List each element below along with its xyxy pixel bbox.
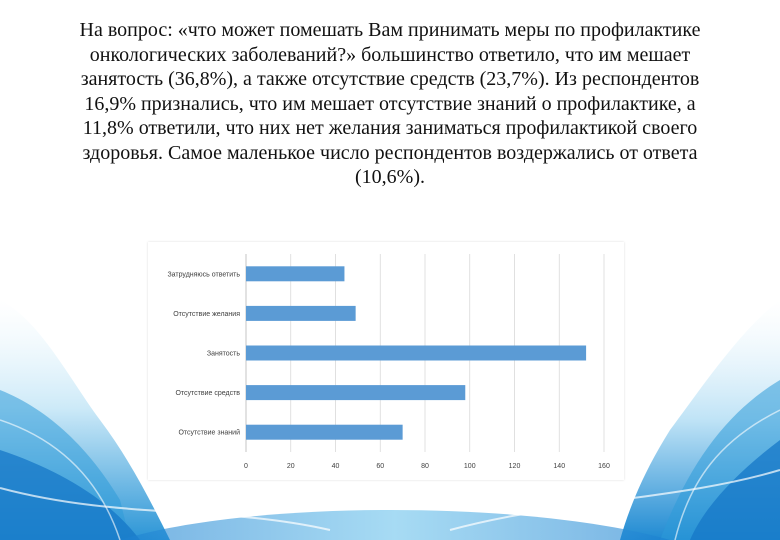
category-label: Отсутствие знаний [178, 429, 240, 437]
x-tick-label: 40 [331, 463, 340, 470]
x-tick-label: 60 [376, 463, 385, 470]
slide-body-text: На вопрос: «что может помешать Вам принимать меры по профилактике онкологических заболеваний?» большинство ответило, что им мешает занятость (36,8%), а также отсутствие средств (23,7%). Из респондентов 16,9% признались, что им мешает отсутствие знаний о профилактике, а 11,8% ответили, что них нет желания заниматься профилактикой своего здоровья. Самое маленькое число респондентов воздержались от ответа (10,6%). [79, 19, 701, 188]
x-tick-label: 100 [463, 463, 476, 470]
category-label: Отсутствие желания [173, 310, 240, 318]
x-tick-label: 20 [286, 463, 295, 470]
bar [246, 266, 344, 281]
bar-chart-container [148, 242, 624, 480]
bar [246, 425, 403, 440]
x-tick-label: 120 [508, 463, 521, 470]
bar-chart [148, 242, 624, 480]
category-label: Отсутствие средств [175, 390, 240, 398]
x-tick-label: 80 [421, 463, 429, 470]
x-tick-label: 160 [598, 463, 610, 470]
x-tick-label: 140 [553, 463, 566, 470]
category-label: Занятость [206, 350, 240, 358]
bar [246, 306, 356, 321]
bar [246, 385, 465, 400]
x-tick-label: 0 [244, 463, 248, 470]
bar [246, 346, 586, 361]
category-label: Затрудняюсь ответить [167, 271, 240, 279]
